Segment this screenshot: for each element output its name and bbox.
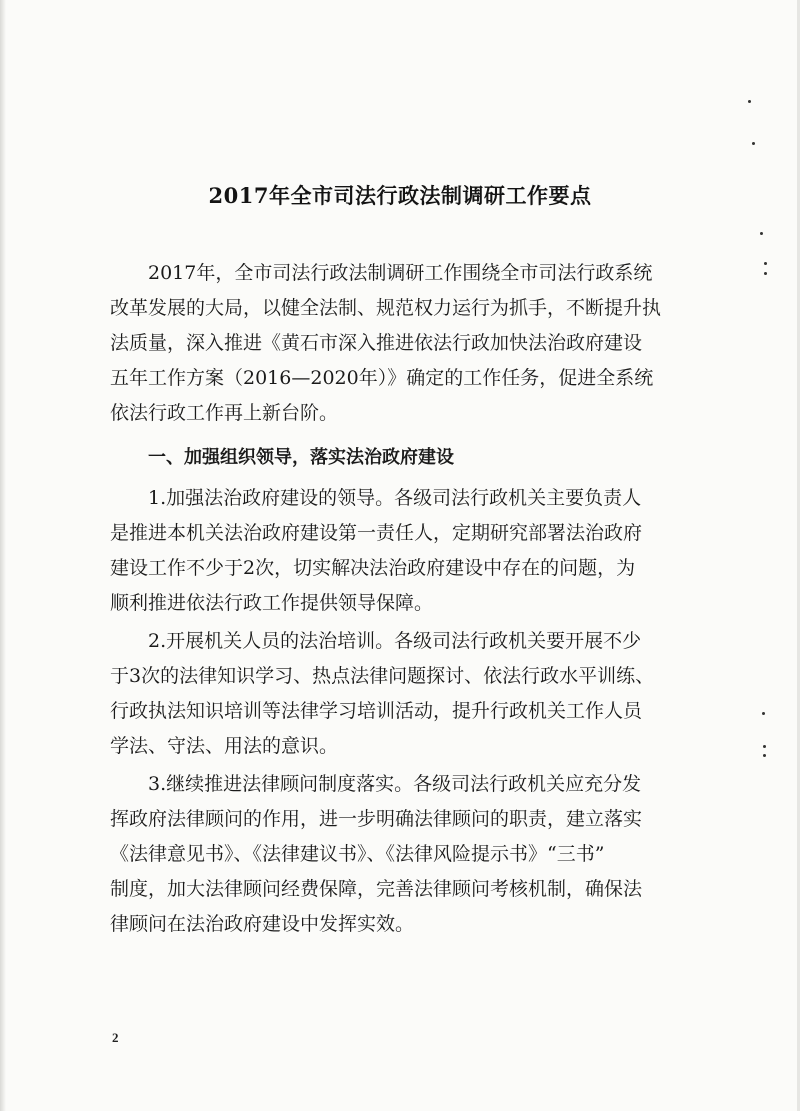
item-2-line-1: 2.开展机关人员的法治培训。各级司法行政机关要开展不少 — [148, 630, 642, 652]
scan-artifact — [764, 262, 767, 265]
document-title: 2017年全市司法行政法制调研工作要点 — [208, 183, 592, 208]
item-1-line-2: 是推进本机关法治政府建设第一责任人，定期研究部署法治政府 — [110, 522, 643, 544]
item-1-line-4: 顺利推进依法行政工作提供领导保障。 — [110, 592, 434, 614]
item-3-line-2: 挥政府法律顾问的作用，进一步明确法律顾问的职责，建立落实 — [110, 808, 643, 830]
scan-artifact — [763, 754, 766, 757]
item-2-line-4: 学法、守法、用法的意识。 — [110, 735, 339, 757]
scan-artifact — [752, 142, 755, 145]
paragraph-intro-line-3: 法质量，深入推进《黄石市深入推进依法行政加快法治政府建设 — [110, 332, 643, 354]
scan-edge-left — [0, 0, 6, 1111]
item-2-line-3: 行政执法知识培训等法律学习培训活动，提升行政机关工作人员 — [110, 700, 643, 722]
scan-artifact — [764, 272, 767, 275]
item-3-line-5: 律顾问在法治政府建设中发挥实效。 — [110, 913, 415, 935]
scan-artifact — [760, 232, 763, 235]
item-3-line-4: 制度，加大法律顾问经费保障，完善法律顾问考核机制，确保法 — [110, 878, 643, 900]
scan-artifact — [762, 712, 765, 715]
item-1-line-1: 1.加强法治政府建设的领导。各级司法行政机关主要负责人 — [148, 487, 642, 509]
item-2-line-2: 于3次的法律知识学习、热点法律问题探讨、依法行政水平训练、 — [110, 665, 655, 687]
item-3-line-1: 3.继续推进法律顾问制度落实。各级司法行政机关应充分发 — [148, 773, 642, 795]
paragraph-intro-line-5: 依法行政工作再上新台阶。 — [110, 402, 339, 424]
paragraph-intro-line-2: 改革发展的大局，以健全法制、规范权力运行为抓手，不断提升执 — [110, 297, 662, 319]
scan-artifact — [763, 745, 766, 748]
page-number: 2 — [112, 1030, 119, 1045]
paragraph-intro-line-1: 2017年，全市司法行政法制调研工作围绕全市司法行政系统 — [148, 262, 653, 284]
item-3-line-3: 《法律意见书》、《法律建议书》、《法律风险提示书》“三书” — [110, 843, 605, 865]
section-heading-1: 一、加强组织领导，落实法治政府建设 — [148, 447, 454, 468]
scan-artifact — [748, 100, 751, 103]
item-1-line-3: 建设工作不少于2次，切实解决法治政府建设中存在的问题，为 — [110, 557, 636, 579]
paragraph-intro-line-4: 五年工作方案（2016—2020年）》确定的工作任务，促进全系统 — [110, 367, 654, 389]
